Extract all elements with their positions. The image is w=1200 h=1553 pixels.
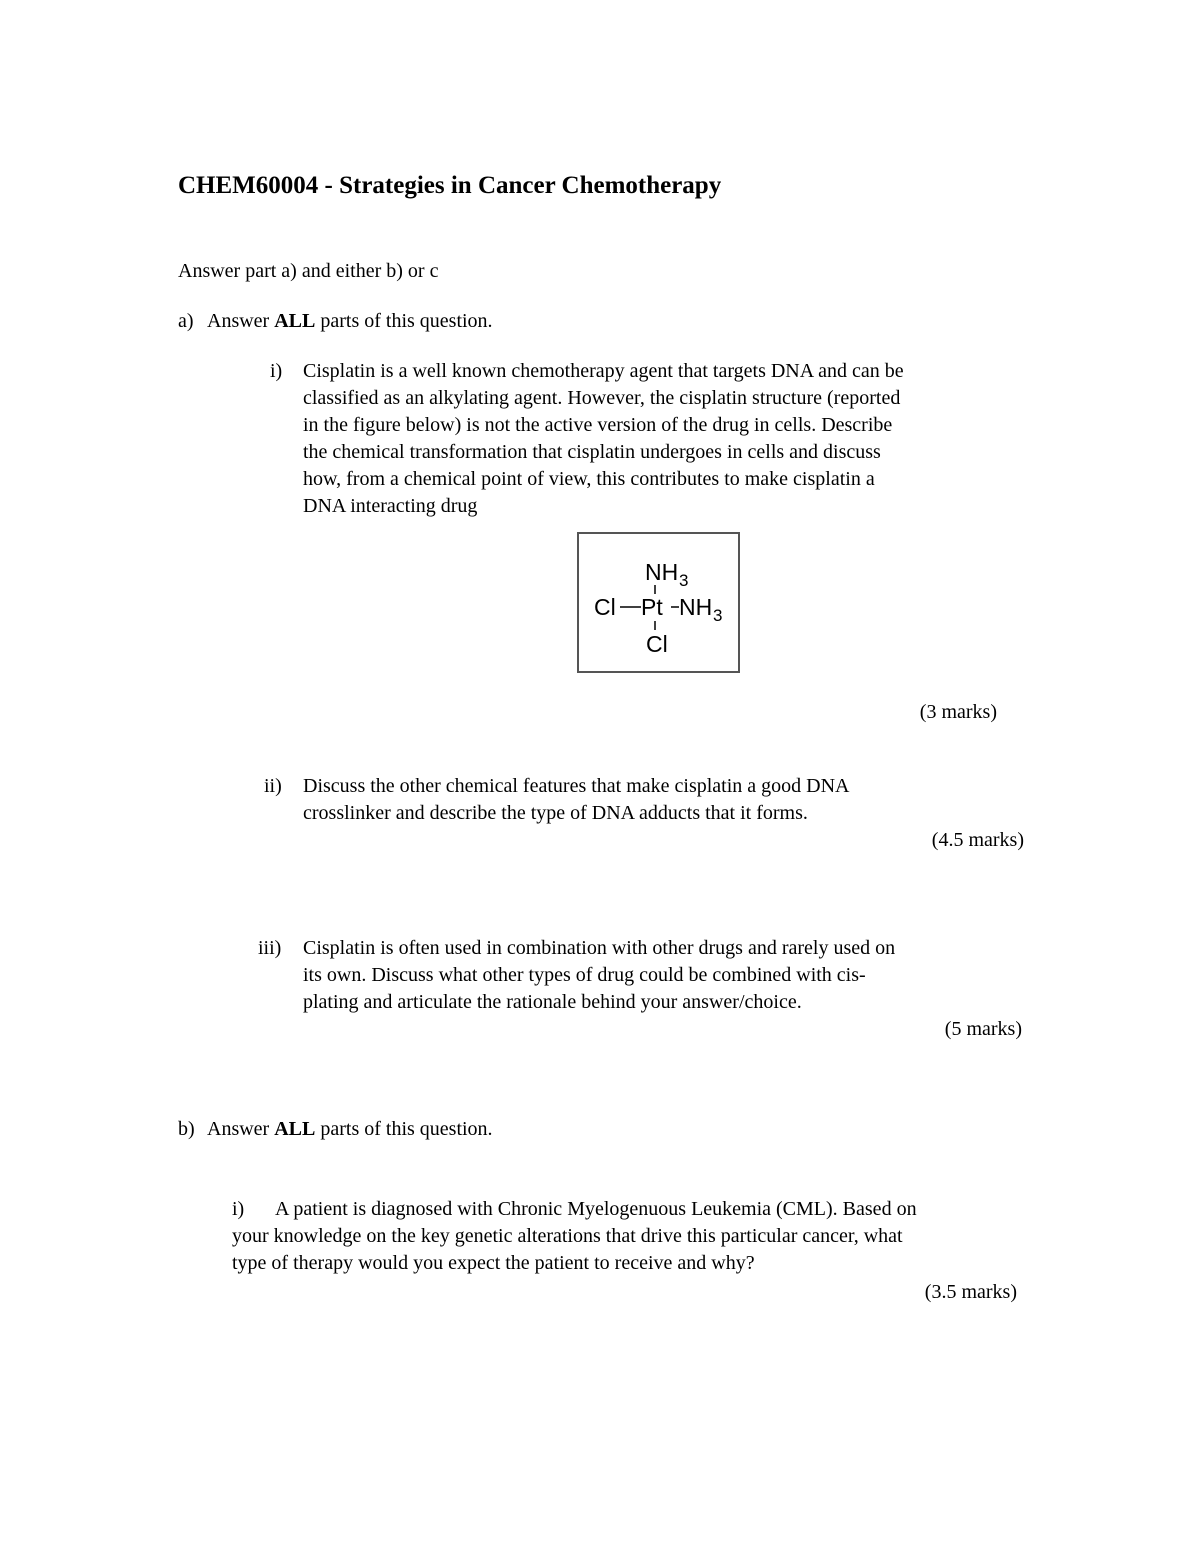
question-line: the chemical transformation that cisplatin undergoes in cells and discuss [303, 441, 881, 463]
question-a-ii-text [303, 773, 850, 827]
question-a-ii-label: ii) [264, 775, 282, 797]
question-b-i-text [232, 1196, 917, 1277]
question-a-i-text [303, 358, 904, 520]
marks-a-i: (3 marks) [919, 701, 997, 723]
question-a-i-label: i) [270, 360, 283, 382]
question-line: DNA interacting drug [303, 495, 478, 517]
question-line: your knowledge on the key genetic alterations that drive this particular cancer, what [232, 1225, 903, 1247]
right-nh-subscript: 3 [713, 606, 723, 625]
question-line: in the figure below) is not the active version of the drug in cells. Describe [303, 414, 893, 436]
question-line: type of therapy would you expect the patient to receive and why? [232, 1252, 755, 1274]
right-nh-label: NH [679, 594, 713, 620]
top-nh-subscript: 3 [679, 571, 689, 590]
marks-b-i: (3.5 marks) [924, 1281, 1017, 1303]
page-title: CHEM60004 - Strategies in Cancer Chemotherapy [178, 172, 722, 199]
question-a-iii-text [303, 935, 895, 1016]
left-cl-label: Cl [594, 594, 616, 620]
marks-a-ii: (4.5 marks) [931, 829, 1024, 851]
question-b-i-label: i) [232, 1198, 245, 1220]
bottom-cl-label: Cl [646, 631, 668, 657]
question-line: classified as an alkylating agent. However, the cisplatin structure (reported [303, 387, 901, 409]
question-line: Cisplatin is a well known chemotherapy agent that targets DNA and can be [303, 360, 904, 382]
part-b-heading: Answer ALL parts of this question. [207, 1118, 493, 1140]
marks-a-iii: (5 marks) [944, 1018, 1022, 1040]
instructions: Answer part a) and either b) or c [178, 260, 439, 282]
part-b-label: b) [178, 1118, 195, 1140]
part-a-heading: Answer ALL parts of this question. [207, 310, 493, 332]
question-line: crosslinker and describe the type of DNA adducts that it forms. [303, 802, 808, 824]
question-line: its own. Discuss what other types of drug could be combined with cis- [303, 964, 866, 986]
cisplatin-structure-figure [577, 532, 740, 673]
question-line: how, from a chemical point of view, this contributes to make cisplatin a [303, 468, 875, 490]
question-a-iii-label: iii) [258, 937, 282, 959]
question-line: Discuss the other chemical features that make cisplatin a good DNA [303, 775, 850, 797]
pt-label: Pt [641, 594, 663, 620]
cisplatin-structure-svg [579, 534, 742, 675]
top-nh-label: NH [645, 559, 679, 585]
question-line: Cisplatin is often used in combination with other drugs and rarely used on [303, 937, 896, 959]
question-line: plating and articulate the rationale behind your answer/choice. [303, 991, 802, 1013]
part-a-label: a) [178, 310, 194, 332]
question-line: i) A patient is diagnosed with Chronic Myelogenuous Leukemia (CML). Based on [232, 1196, 917, 1223]
